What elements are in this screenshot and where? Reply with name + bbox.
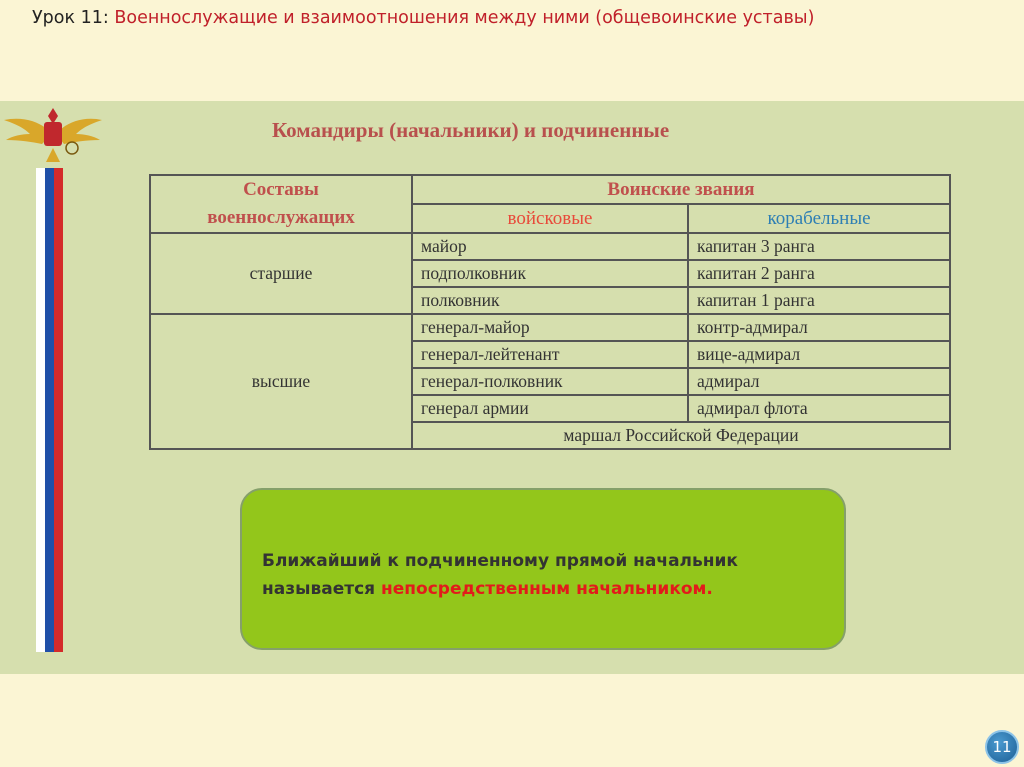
header-composition <box>150 175 412 233</box>
rank-navy: вице-адмирал <box>688 341 950 368</box>
header-ranks: Воинские звания <box>412 175 950 204</box>
page-number-badge: 11 <box>985 730 1019 764</box>
rank-army: генерал-майор <box>412 314 688 341</box>
header-navy: корабельные <box>688 204 950 233</box>
definition-highlight: непосредственным начальником. <box>381 579 713 599</box>
rank-navy: капитан 3 ранга <box>688 233 950 260</box>
double-headed-eagle-emblem-icon <box>2 104 104 166</box>
lesson-label: Урок 11: <box>32 8 109 28</box>
rank-navy: контр-адмирал <box>688 314 950 341</box>
table-row <box>150 314 950 341</box>
rank-navy: капитан 1 ранга <box>688 287 950 314</box>
russian-flag-stripes-icon <box>36 168 63 652</box>
rank-army: генерал-полковник <box>412 368 688 395</box>
rank-navy: адмирал <box>688 368 950 395</box>
rank-army: майор <box>412 233 688 260</box>
group-senior: старшие <box>150 233 412 314</box>
header-army: войсковые <box>412 204 688 233</box>
definition-line1: Ближайший к подчиненному прямой начальник <box>262 551 738 571</box>
flag-stripe-red <box>54 168 63 652</box>
lesson-title <box>32 8 992 28</box>
table-header-row <box>150 175 950 204</box>
lesson-topic: Военнослужащие и взаимоотношения между ними (общевоинские уставы) <box>114 8 815 28</box>
rank-army: полковник <box>412 287 688 314</box>
group-highest: высшие <box>150 314 412 449</box>
definition-line2 <box>262 576 713 603</box>
rank-marshal: маршал Российской Федерации <box>412 422 950 449</box>
ranks-table <box>149 174 951 450</box>
panel-title: Командиры (начальники) и подчиненные <box>272 118 670 142</box>
table-row <box>150 233 950 260</box>
definition-box <box>240 488 846 650</box>
rank-navy: капитан 2 ранга <box>688 260 950 287</box>
slide-header <box>0 0 1024 100</box>
rank-army: подполковник <box>412 260 688 287</box>
rank-navy: адмирал флота <box>688 395 950 422</box>
header-composition-line1: Составы <box>243 179 319 200</box>
rank-army: генерал-лейтенант <box>412 341 688 368</box>
flag-stripe-blue <box>45 168 54 652</box>
flag-stripe-white <box>36 168 45 652</box>
header-composition-line2: военнослужащих <box>207 207 355 228</box>
rank-army: генерал армии <box>412 395 688 422</box>
definition-prefix: называется <box>262 579 381 599</box>
